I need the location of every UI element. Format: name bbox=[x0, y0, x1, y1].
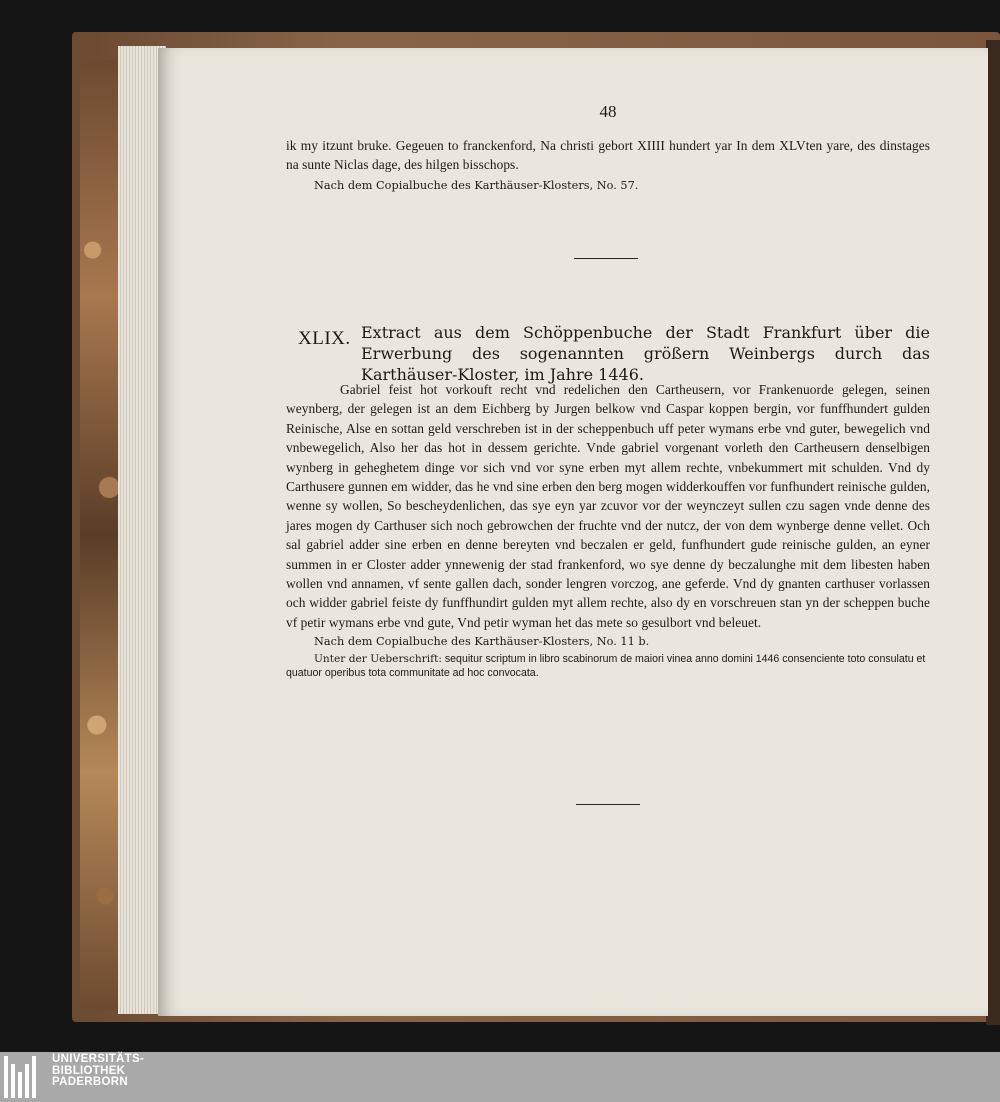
library-name bbox=[52, 1054, 144, 1089]
library-name-line2: BIBLIOTHEK bbox=[52, 1064, 126, 1077]
library-logo-icon bbox=[4, 1056, 46, 1098]
heading-note bbox=[286, 652, 930, 680]
book-edge bbox=[986, 40, 1000, 1025]
divider-rule bbox=[574, 258, 638, 259]
library-name-line1: UNIVERSITÄTS- bbox=[52, 1053, 145, 1065]
top-paragraph: ik my itzunt bruke. Gegeuen to franckenford, Na christi gebort XIIII hundert yar In dem XLVten yare, des dinstages na sunte Niclas dage, des hilgen bisschops. bbox=[286, 138, 930, 173]
heading-note-text: sequitur scriptum in libro scabinorum de maiori vinea anno domini 1446 consenciente toto consulatu et quatuor operibus tota communitate ad hoc convocata. bbox=[286, 653, 926, 680]
section-title: Extract aus dem Schöppenbuche der Stadt Frankfurt über die Erwerbung des sogenannten größern Weinbergs durch das Karthäuser-Kloster, im Jahre 1446. bbox=[361, 323, 930, 384]
library-footer bbox=[0, 1052, 1000, 1102]
bottom-source-note: Nach dem Copialbuche des Karthäuser-Klosters, No. 11 b. bbox=[314, 635, 650, 649]
end-rule bbox=[576, 804, 640, 805]
heading-note-label: Unter der Ueberschrift: bbox=[314, 653, 442, 666]
section-numeral: XLIX. bbox=[298, 328, 351, 349]
section-heading bbox=[286, 322, 930, 385]
top-source-note: Nach dem Copialbuche des Karthäuser-Klosters, No. 57. bbox=[314, 178, 639, 192]
library-name-line3: PADERBORN bbox=[52, 1076, 128, 1088]
page-number: 48 bbox=[599, 102, 617, 121]
marbled-edge bbox=[80, 60, 122, 1010]
main-paragraph: Gabriel feist hot vorkouft recht vnd redelichen den Cartheusern, vor Frankenuorde gelegen, seinen weynberg, der gelegen ist an dem Eichberg by Jurgen belkow vnd Caspar koppen bergin, vor funffhundert gulden Reinische, Alse en sottan geld verschreben ist in der scheppenbuch uff peter wymans erbe vnd guter, bewegelich vnd vnbewegelich, Also her das hot in dessem gerichte. Vnde gabriel vorgenant vorleth den Cartheusern denselbigen wynberg in geheghetem dinge vor sich vnd vor syne erben myt allem rechte, vnbekummert mit schulden. Vnd dy Carthusere gunnen em widder, das he vnd sine erben den berg mogen widderkouffen vor funfhundert reinische gulden, wenne sy wollen, So bescheydenlichen, das sye eyn yar zcuvor vor der weynczeyt sullen czu sagen vnde denne des jares mogen dy Carthuser sich noch gebrowchen der fruchte vnd der nutcz, der von dem wynberge denne vellet. Och sal gabriel adder sine erben en denne bereyten vnd beczalen er geld, funfhundert gude reinische gulden, an eyner summen in er Closter adder ynnewenig der stad frankenford, wo sye denne dy beczalunghe mit dem libesten haben wollen vnd annamen, vf sente gallen dach, sonder lengren vorczog, ane geferde. Vnd dy gnanten carthuser vorlassen och widder gabriel feiste dy funffhundirt gulden myt allem rechte, also dy en vorschreuen stan yn der scheppen buche vf petir wymans erbe vnd gute, Vnd petir wyman het das mete so gesulbort vnd beleuet. bbox=[286, 382, 930, 630]
